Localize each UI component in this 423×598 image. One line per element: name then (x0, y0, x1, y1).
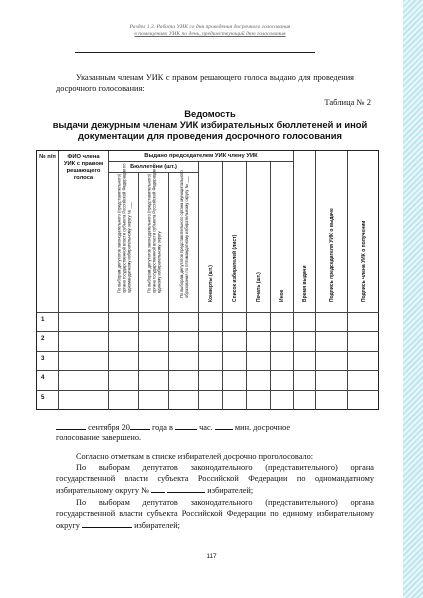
table-cell[interactable] (169, 332, 199, 351)
district-number-blank[interactable] (151, 484, 165, 493)
table-cell[interactable] (199, 391, 223, 410)
table-cell[interactable] (109, 313, 139, 332)
signature-rule (75, 52, 315, 53)
table-cell[interactable] (271, 391, 294, 410)
table-cell[interactable] (271, 352, 294, 371)
completion-tail: голосование завершено. (56, 433, 142, 442)
table-cell[interactable] (223, 313, 247, 332)
table-cell[interactable] (247, 313, 271, 332)
party-list-count-blank[interactable] (82, 519, 132, 528)
table-cell[interactable] (59, 313, 109, 332)
table-cell[interactable] (316, 332, 348, 351)
col-header-ballot-party: По выборам депутатов законодательного (представительного) органа государственной власти субъекта Российской Федерации по единому избирательному округу (139, 173, 169, 313)
intro-paragraph: Указанным членам УИК с правом решающего голоса выдано для проведения досрочного голосования: (56, 73, 354, 93)
col-header-ballot-municipal: По выборам депутатов представительного органа муниципального образования по пятимандатному избирательному округу № ___ (169, 173, 199, 313)
table-cell[interactable] (109, 371, 139, 390)
table-cell[interactable] (59, 391, 109, 410)
table-cell[interactable] (223, 391, 247, 410)
table-cell[interactable] (169, 371, 199, 390)
header-line-1: Раздел 1.3. Работа УИК со дня проведения досрочного голосования (129, 24, 291, 30)
table-cell[interactable] (109, 391, 139, 410)
table-cell[interactable] (316, 313, 348, 332)
party-list-voters: избирателей; (134, 521, 180, 530)
table-cell[interactable] (199, 332, 223, 351)
single-mandate-text: По выборам депутатов законодательного (представительного) органа государственной власти субъекта Российской Федерации по одномандатному избирательному округу № (56, 463, 374, 495)
col-header-seal: Печать (шт.) (247, 162, 271, 313)
table-cell[interactable] (139, 352, 169, 371)
col-header-envelopes: Конверты (шт.) (199, 162, 223, 313)
group-header-issued: Выдано председателем УИК члену УИК (109, 151, 294, 162)
table-cell[interactable] (223, 352, 247, 371)
table-cell[interactable] (247, 332, 271, 351)
table-cell[interactable] (59, 332, 109, 351)
table-cell[interactable] (223, 332, 247, 351)
table-label: Таблица № 2 (324, 97, 371, 107)
table-cell[interactable] (139, 391, 169, 410)
row-number: 3 (37, 352, 59, 371)
table-cell[interactable] (348, 313, 379, 332)
table-cell[interactable] (294, 371, 316, 390)
row-number: 2 (37, 332, 59, 351)
party-list-line (56, 497, 374, 531)
table-cell[interactable] (271, 371, 294, 390)
table-cell[interactable] (139, 371, 169, 390)
document-title (40, 108, 380, 141)
col-header-member-signature: Подпись члена УИК о получении (348, 151, 379, 313)
col-header-fio: ФИО члена УИК с правом решающего голоса (59, 151, 109, 313)
title-line-1: Ведомость (184, 108, 236, 119)
table-cell[interactable] (199, 371, 223, 390)
table-cell[interactable] (294, 391, 316, 410)
table-cell[interactable] (294, 332, 316, 351)
page-number: 117 (206, 553, 217, 560)
col-header-number: № п/п (37, 151, 59, 313)
completion-hours: час. (199, 423, 213, 432)
completion-month: сентября 20 (88, 423, 130, 432)
table-cell[interactable] (109, 352, 139, 371)
table-cell[interactable] (316, 371, 348, 390)
table-cell[interactable] (59, 352, 109, 371)
table-cell[interactable] (109, 332, 139, 351)
row-number: 1 (37, 313, 59, 332)
completion-year-suffix: года в (151, 423, 173, 432)
group-header-ballots: Бюллетени (шт.) (109, 162, 199, 173)
table-cell[interactable] (271, 313, 294, 332)
col-header-chair-signature: Подпись председателя УИК о выдаче (316, 151, 348, 313)
party-list-text: По выборам депутатов законодательного (представительного) органа государственной власти субъекта Российской Федерации по единому избирательному округу (56, 498, 374, 530)
single-mandate-voters: избирателей; (207, 486, 254, 495)
decorative-side-stripe (403, 0, 423, 598)
table-cell[interactable] (247, 352, 271, 371)
col-header-time: Время выдачи (294, 151, 316, 313)
table-cell[interactable] (169, 352, 199, 371)
table-cell[interactable] (348, 332, 379, 351)
single-mandate-count-blank[interactable] (167, 484, 205, 493)
hour-blank[interactable] (175, 421, 197, 430)
table-cell[interactable] (294, 352, 316, 371)
table-cell[interactable] (316, 391, 348, 410)
table-cell[interactable] (348, 371, 379, 390)
table-cell[interactable] (348, 352, 379, 371)
header-line-2: в помещениях УИК по день, предшествующий дню голосования (134, 31, 286, 37)
title-line-2: выдачи дежурным членам УИК избирательных бюллетеней и иной документации для проведения досрочного голосования (52, 119, 368, 141)
row-number: 4 (37, 371, 59, 390)
table-cell[interactable] (348, 391, 379, 410)
table-cell[interactable] (169, 313, 199, 332)
year-blank[interactable] (130, 421, 150, 430)
table-cell[interactable] (169, 391, 199, 410)
table-cell[interactable] (59, 371, 109, 390)
table-cell[interactable] (316, 352, 348, 371)
completion-minutes: мин. досрочное (234, 423, 291, 432)
table-cell[interactable] (247, 371, 271, 390)
issue-table (36, 150, 379, 410)
minute-blank[interactable] (215, 421, 233, 430)
table-cell[interactable] (271, 332, 294, 351)
voted-summary: Согласно отметкам в списке избирателей досрочно проголосовало: (76, 452, 314, 461)
table-cell[interactable] (139, 313, 169, 332)
col-header-other: Иное (271, 162, 294, 313)
col-header-voter-list: Список избирателей (лист) (223, 162, 247, 313)
table-cell[interactable] (247, 391, 271, 410)
table-cell[interactable] (223, 371, 247, 390)
row-number: 5 (37, 391, 59, 410)
table-cell[interactable] (199, 313, 223, 332)
running-header (60, 24, 360, 38)
day-blank[interactable] (56, 421, 86, 430)
col-header-ballot-single: По выборам депутатов законодательного (представительного) органа государственной власти субъекта Российской Федерации по одномандатному избирательному округу № ___ (109, 173, 139, 313)
table-cell[interactable] (199, 352, 223, 371)
table-cell[interactable] (294, 313, 316, 332)
table-cell[interactable] (139, 332, 169, 351)
single-mandate-line (56, 462, 374, 496)
